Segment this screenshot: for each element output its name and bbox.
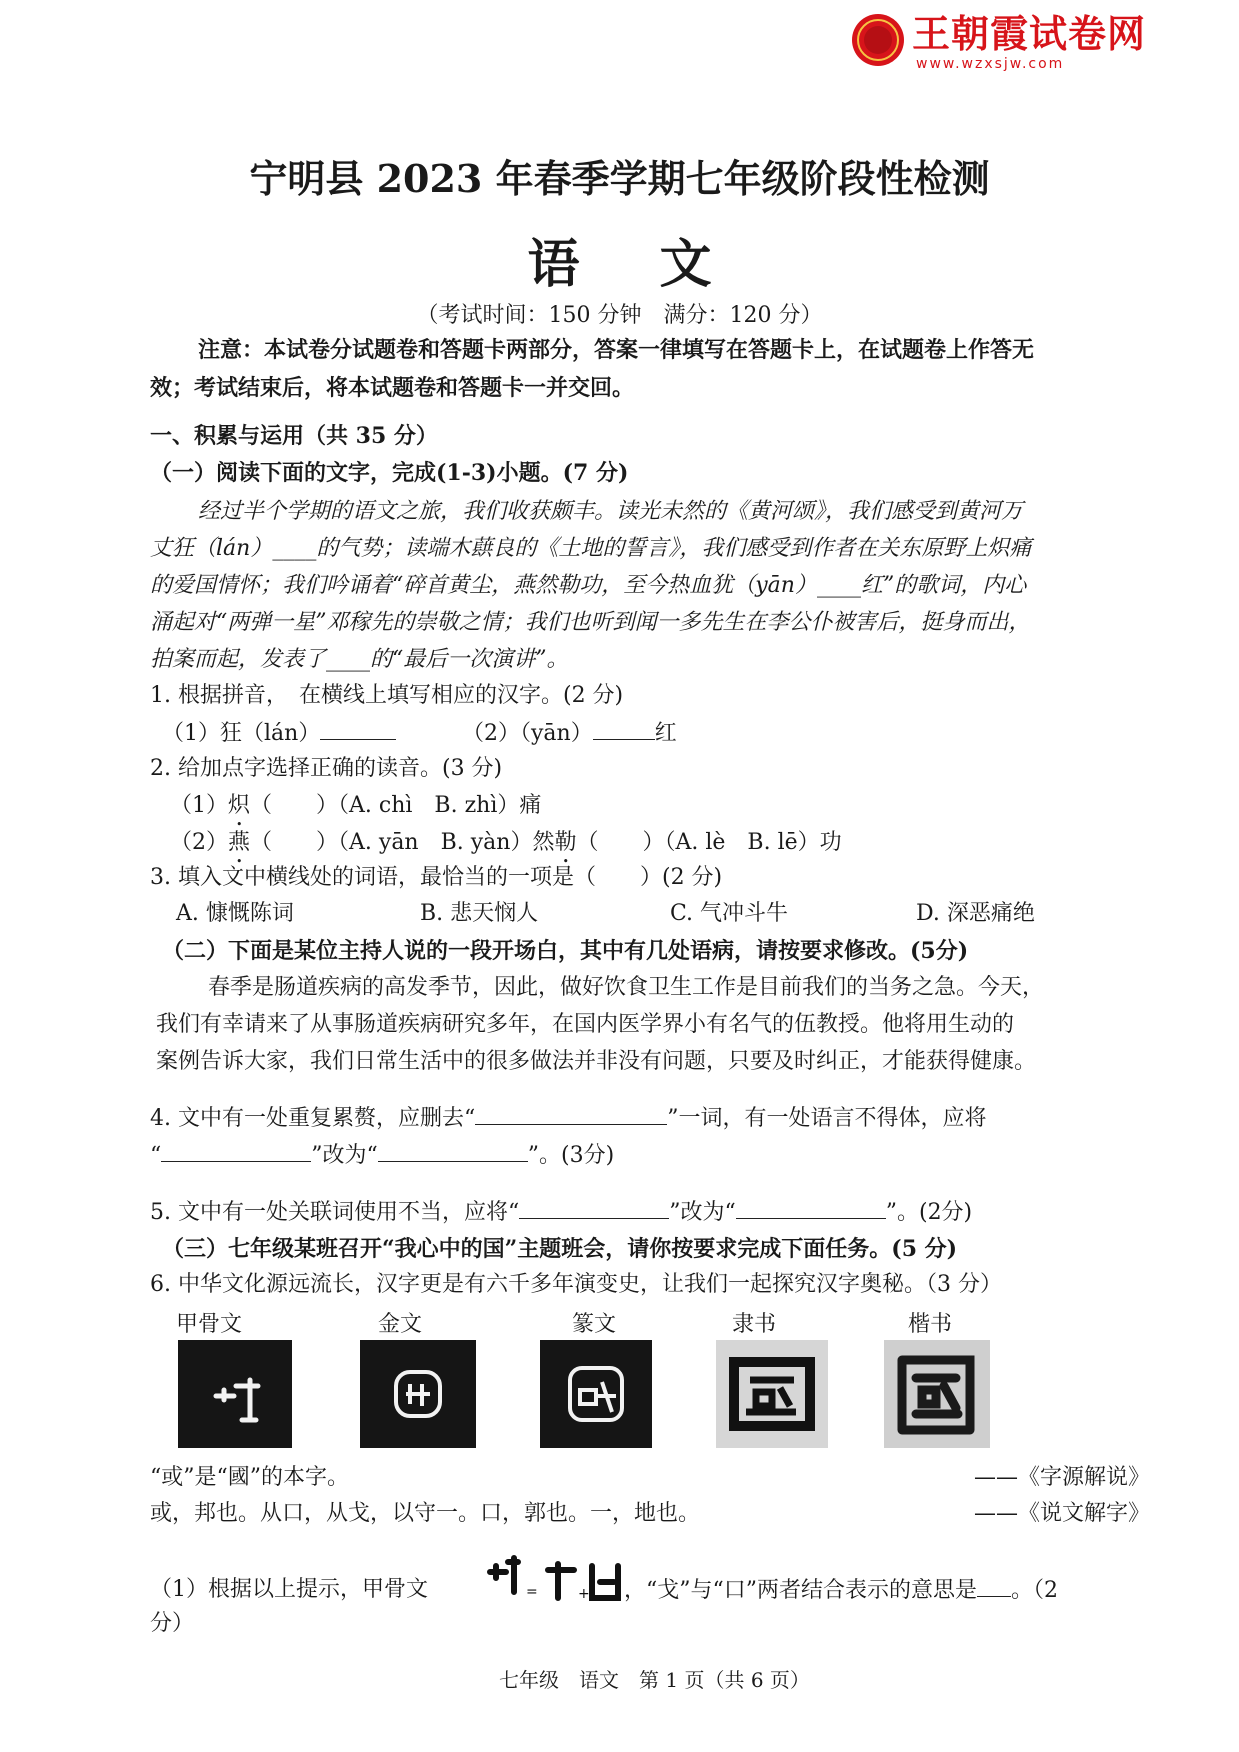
seal-icon bbox=[850, 12, 906, 68]
question-6-1-rest bbox=[624, 1574, 1058, 1607]
q4-text: “ bbox=[150, 1143, 162, 1168]
q2-item-1-options: （ ）（A. chì B. zhì）痛 bbox=[250, 793, 542, 818]
q5-text: ”改为“ bbox=[669, 1200, 736, 1225]
passage-line: 涌起对“两弹一星”邓稼先的崇敬之情；我们也听到闻一多先生在李公仆被害后，挺身而出， bbox=[150, 610, 1031, 635]
script-label-regular: 楷书 bbox=[908, 1312, 953, 1337]
regular-glyph-image bbox=[884, 1340, 990, 1448]
question-4-line-2 bbox=[150, 1139, 614, 1172]
q4-text: ”。(3分) bbox=[527, 1143, 615, 1168]
site-logo bbox=[850, 10, 1170, 80]
quote-1: “或”是“國”的本字。 bbox=[150, 1465, 349, 1490]
q3-option-d[interactable]: D. 深恶痛绝 bbox=[916, 901, 1035, 926]
part1-heading: （一）阅读下面的文字，完成(1-3)小题。(7 分) bbox=[150, 460, 629, 486]
script-label-seal: 篆文 bbox=[572, 1312, 617, 1337]
q6-1-text: ，“戈”与“口”两者结合表示的意思是 bbox=[624, 1578, 977, 1603]
q2-item-2: （2）燕（ ）（A. yān B. yàn）然勒（ ）（A. lè B. lē）功 bbox=[170, 830, 842, 855]
passage-line: 的爱国情怀；我们吟诵着“碎首黄尘，燕然勒功，至今热血犹（yān）____红”的歌词，内心 bbox=[150, 573, 1027, 598]
exam-title: 宁明县 2023 年春季学期七年级阶段性检测 bbox=[249, 156, 990, 201]
part2-heading: （二）下面是某位主持人说的一段开场白，其中有几处语病，请按要求修改。(5分) bbox=[162, 938, 969, 964]
question-1: 1. 根据拼音， 在横线上填写相应的汉字。(2 分) bbox=[150, 683, 624, 708]
question-6: 6. 中华文化源远流长，汉字更是有六千多年演变史，让我们一起探究汉字奥秘。（3 分） bbox=[150, 1272, 1002, 1297]
answer-blank[interactable] bbox=[475, 1102, 667, 1125]
answer-blank[interactable] bbox=[593, 717, 655, 740]
brand-name: 王朝霞试卷网 bbox=[912, 12, 1147, 56]
dotted-char: 燕 bbox=[228, 830, 251, 855]
question-6-1-score: 分） bbox=[150, 1611, 195, 1636]
q4-text: ”一词，有一处语言不得体，应将 bbox=[667, 1106, 987, 1131]
page-footer: 七年级 语文 第 1 页（共 6 页） bbox=[499, 1668, 810, 1692]
q5-text: ”。(2分) bbox=[885, 1200, 973, 1225]
script-label-bronze: 金文 bbox=[378, 1312, 423, 1337]
q6-1-text: （1）根据以上提示，甲骨文 bbox=[150, 1577, 428, 1602]
q3-option-a[interactable]: A. 慷慨陈词 bbox=[176, 901, 294, 926]
oracle-glyph-image bbox=[178, 1340, 292, 1448]
q5-text: 5. 文中有一处关联词使用不当，应将“ bbox=[150, 1200, 520, 1225]
answer-blank[interactable] bbox=[977, 1574, 1011, 1597]
q3-option-c[interactable]: C. 气冲斗牛 bbox=[670, 901, 789, 926]
question-5 bbox=[150, 1196, 972, 1229]
svg-text:=: = bbox=[526, 1584, 538, 1600]
brand-url: www.wzxsjw.com bbox=[916, 56, 1065, 72]
question-3: 3. 填入文中横线处的词语，最恰当的一项是（ ）(2 分) bbox=[150, 865, 723, 890]
passage-line: 经过半个学期的语文之旅，我们收获颇丰。读光未然的《黄河颂》，我们感受到黄河万 bbox=[198, 499, 1024, 524]
clerical-glyph-image bbox=[716, 1340, 828, 1448]
question-4-line-1 bbox=[150, 1102, 986, 1135]
q1-item-2-tail: 红 bbox=[654, 721, 677, 746]
q1-item-2 bbox=[462, 717, 677, 750]
q6-1-text: 。（2 bbox=[1011, 1578, 1058, 1603]
q1-item-1 bbox=[162, 717, 396, 750]
question-2: 2. 给加点字选择正确的读音。(3 分) bbox=[150, 756, 503, 781]
subject-title: 语文 bbox=[527, 234, 792, 295]
oracle-formula-image bbox=[486, 1554, 622, 1610]
seal-glyph-image bbox=[540, 1340, 652, 1448]
part2-line: 我们有幸请来了从事肠道疾病研究多年，在国内医学界小有名气的伍教授。他将用生动的 bbox=[156, 1012, 1015, 1037]
quote-1-source: ——《字源解说》 bbox=[974, 1465, 1151, 1490]
answer-blank[interactable] bbox=[378, 1139, 528, 1162]
notice-line-2: 效；考试结束后，将本试题卷和答题卡一并交回。 bbox=[150, 375, 635, 401]
section-heading: 一、积累与运用（共 35 分） bbox=[150, 423, 438, 449]
notice-line-1: 注意：本试卷分试题卷和答题卡两部分，答案一律填写在答题卡上，在试题卷上作答无 bbox=[198, 337, 1035, 363]
part3-heading: （三）七年级某班召开“我心中的国”主题班会，请你按要求完成下面任务。(5 分) bbox=[162, 1236, 958, 1262]
q2-item-3-options: （ ）（A. lè B. lē）功 bbox=[576, 830, 842, 855]
quote-2: 或，邦也。从口，从戈，以守一。口，郭也。一，地也。 bbox=[150, 1501, 701, 1526]
answer-blank[interactable] bbox=[519, 1196, 669, 1219]
q2-item-2-options: （ ）（A. yān B. yàn）然 bbox=[250, 830, 555, 855]
q4-text: 4. 文中有一处重复累赘，应删去“ bbox=[150, 1106, 476, 1131]
script-label-oracle: 甲骨文 bbox=[176, 1312, 243, 1337]
bronze-glyph-image bbox=[360, 1340, 476, 1448]
passage-line: 拍案而起，发表了____的“最后一次演讲”。 bbox=[150, 647, 569, 672]
q4-text: ”改为“ bbox=[311, 1143, 378, 1168]
svg-text:+: + bbox=[578, 1586, 590, 1602]
part2-line: 案例告诉大家，我们日常生活中的很多做法并非没有问题，只要及时纠正，才能获得健康。 bbox=[156, 1049, 1037, 1074]
answer-blank[interactable] bbox=[161, 1139, 311, 1162]
q2-item-1: （1）炽（ ）（A. chì B. zhì）痛 bbox=[170, 793, 542, 818]
exam-time-info: （考试时间：150 分钟 满分：120 分） bbox=[416, 303, 823, 328]
q1-item-2-label: （2）（yān） bbox=[462, 721, 593, 746]
dotted-char: 勒 bbox=[554, 830, 577, 855]
part2-line: 春季是肠道疾病的高发季节，因此，做好饮食卫生工作是目前我们的当务之急。今天， bbox=[208, 975, 1045, 1000]
passage-line: 丈狂（lán）____的气势；读端木蕻良的《土地的誓言》，我们感受到作者在关东原野上炽痛 bbox=[150, 536, 1032, 561]
dotted-char: 炽 bbox=[228, 793, 251, 818]
q1-item-1-label: （1）狂（lán） bbox=[162, 721, 321, 746]
answer-blank[interactable] bbox=[320, 717, 396, 740]
q3-option-b[interactable]: B. 悲天悯人 bbox=[420, 901, 539, 926]
question-6-1 bbox=[150, 1574, 428, 1606]
quote-2-source: ——《说文解字》 bbox=[974, 1501, 1151, 1526]
answer-blank[interactable] bbox=[736, 1196, 886, 1219]
script-label-clerical: 隶书 bbox=[732, 1312, 777, 1337]
